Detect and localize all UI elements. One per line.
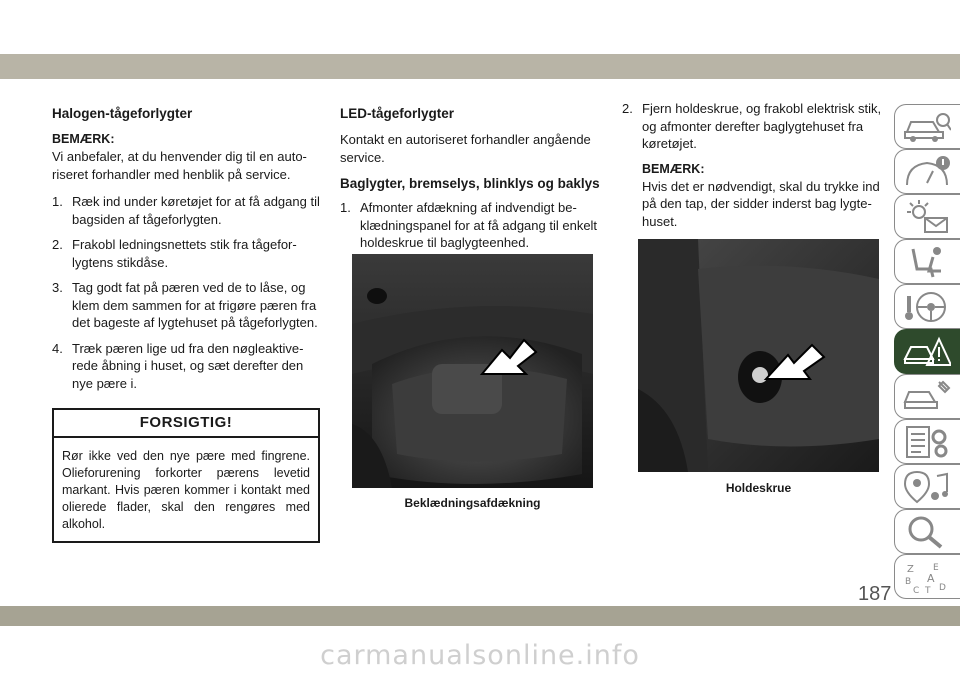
header-band bbox=[0, 54, 960, 79]
heading-rear-lights: Baglygter, bremselys, blinklys og baklys bbox=[340, 176, 600, 191]
dashboard-warning-icon bbox=[903, 155, 951, 189]
steps-list bbox=[622, 100, 892, 153]
list-item bbox=[340, 199, 604, 252]
step-text: Fjern holdeskrue, og frakobl elektrisk stik, og afmonter derefter baglygtehuset fra køretøjet. bbox=[642, 101, 882, 151]
seat-safety-icon bbox=[903, 245, 951, 279]
step-text: Afmonter afdækning af indvendigt be-klædningspanel for at få adgang til enkelt holdeskrue til baglygteenhed. bbox=[360, 200, 598, 250]
tab-index[interactable] bbox=[894, 554, 960, 599]
step-text: Tag godt fat på pæren ved de to låse, og klem dem sammen for at frigøre pæren fra det bageste af lygtehuset på tågeforlygten. bbox=[72, 280, 318, 330]
svg-text:Z: Z bbox=[907, 564, 914, 575]
svg-text:A: A bbox=[927, 572, 935, 585]
page-number: 187 bbox=[858, 583, 892, 605]
lights-message-icon bbox=[903, 200, 951, 234]
list-item bbox=[52, 193, 320, 228]
tab-lights-messages[interactable] bbox=[894, 194, 960, 239]
list-item bbox=[52, 236, 320, 271]
trim-cover-photo bbox=[352, 254, 593, 488]
tab-multimedia[interactable] bbox=[894, 464, 960, 509]
svg-text:B: B bbox=[905, 577, 912, 587]
step-number: 2. bbox=[622, 101, 633, 116]
steering-wheel-icon bbox=[903, 290, 951, 324]
tab-specifications[interactable] bbox=[894, 419, 960, 464]
note-text: Hvis det er nødvendigt, skal du trykke ind på den tap, der sidder inderst bag lygte-huset. bbox=[642, 178, 880, 229]
list-item bbox=[622, 100, 892, 153]
step-number: 1. bbox=[52, 194, 63, 209]
footer-band bbox=[0, 606, 960, 626]
step-number: 2. bbox=[52, 237, 63, 252]
steps-list bbox=[340, 199, 604, 252]
list-item bbox=[52, 340, 320, 393]
svg-text:D: D bbox=[939, 583, 946, 593]
tab-starting-driving[interactable] bbox=[894, 284, 960, 329]
figure-caption-trim-cover: Beklædningsafdækning bbox=[404, 496, 541, 510]
step-number: 1. bbox=[340, 200, 351, 215]
step-number: 4. bbox=[52, 340, 63, 356]
step-text: Træk pæren lige ud fra den nøgleaktive-rede åbning i huset, og sæt derefter den nye pære i. bbox=[72, 340, 304, 391]
tab-in-case-of-emergency[interactable] bbox=[894, 329, 960, 374]
specifications-icon bbox=[903, 425, 951, 459]
car-service-icon bbox=[903, 380, 951, 414]
svg-text:C: C bbox=[913, 586, 920, 594]
watermark: carmanualsonline.info bbox=[320, 640, 640, 671]
tab-servicing[interactable] bbox=[894, 374, 960, 419]
tab-car-info[interactable] bbox=[894, 104, 960, 149]
svg-text:T: T bbox=[925, 586, 931, 594]
steps-list bbox=[52, 193, 320, 392]
tab-dashboard[interactable] bbox=[894, 149, 960, 194]
column-right bbox=[622, 100, 892, 240]
note-label: BEMÆRK: bbox=[642, 161, 705, 176]
note-text: Vi anbefaler, at du henvender dig til en auto-riseret forhandler med henblik på service. bbox=[52, 149, 307, 182]
tab-safety[interactable] bbox=[894, 239, 960, 284]
tab-search[interactable] bbox=[894, 509, 960, 554]
search-icon bbox=[903, 515, 951, 549]
caution-text: Rør ikke ved den nye pære med fingrene. Olieforurening forkorter pærens levetid markant. Hvis pæren kommer i kontakt med olierede flader, skal den rengøres med alkohol. bbox=[62, 449, 310, 531]
car-info-icon bbox=[903, 110, 951, 144]
note-label: BEMÆRK: bbox=[52, 132, 115, 146]
figure-caption-retaining-screw: Holdeskrue bbox=[725, 481, 792, 495]
column-left bbox=[52, 100, 320, 543]
hazard-warning-icon bbox=[903, 335, 951, 369]
caution-title: FORSIGTIG! bbox=[54, 410, 318, 438]
retaining-screw-photo bbox=[638, 239, 879, 472]
music-navigation-icon bbox=[903, 470, 951, 504]
alphabetical-index-icon bbox=[903, 560, 951, 594]
svg-text:E: E bbox=[933, 563, 939, 573]
step-text: Frakobl ledningsnettets stik fra tågefor-lygtens stikdåse. bbox=[72, 237, 297, 270]
column-middle bbox=[340, 100, 604, 260]
paragraph-service: Kontakt en autoriseret forhandler angående service. bbox=[340, 132, 591, 165]
step-text: Ræk ind under køretøjet for at få adgang til bagsiden af tågeforlygten. bbox=[72, 194, 320, 227]
note-block bbox=[622, 161, 892, 231]
heading-halogen-fog-lights: Halogen-tågeforlygter bbox=[52, 106, 193, 121]
heading-led-fog-lights: LED-tågeforlygter bbox=[340, 106, 455, 121]
chapter-sidebar bbox=[894, 104, 960, 602]
caution-box bbox=[52, 408, 320, 543]
step-number: 3. bbox=[52, 280, 63, 295]
list-item bbox=[52, 279, 320, 332]
